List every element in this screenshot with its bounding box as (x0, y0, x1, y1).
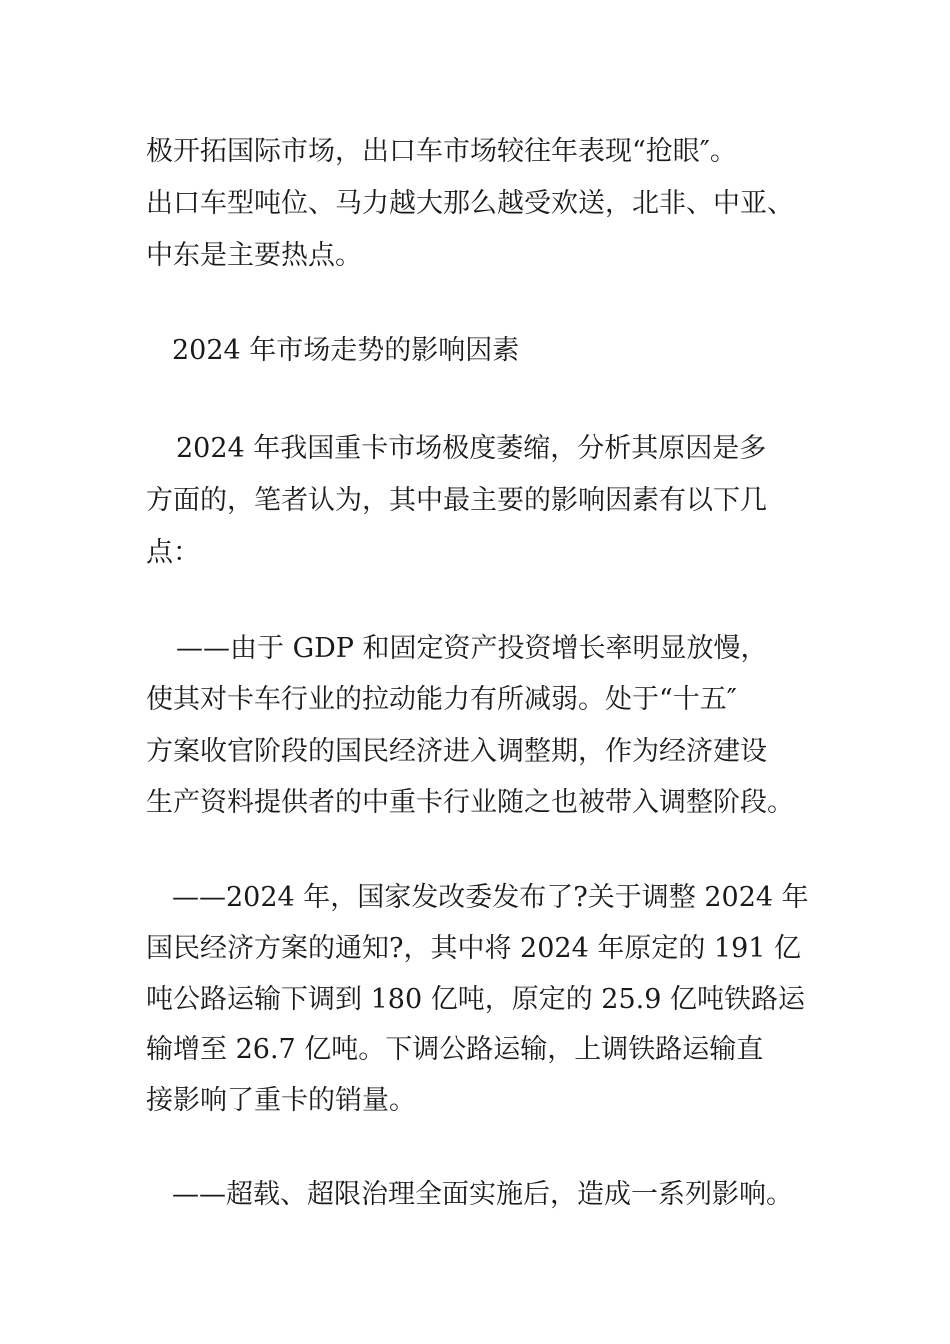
para2-line-2: 使其对卡车行业的拉动能力有所减弱。处于“十五″ (146, 684, 737, 715)
intro-line-3: 中东是主要热点。 (146, 240, 362, 271)
para3-line-2: 国民经济方案的通知?，其中将 2024 年原定的 191 亿 (146, 933, 802, 964)
para3-line-1: ——2024 年，国家发改委发布了?关于调整 2024 年 (172, 882, 809, 913)
para1-line-1: 2024 年我国重卡市场极度萎缩，分析其原因是多 (176, 433, 767, 464)
para2-line-3: 方案收官阶段的国民经济进入调整期，作为经济建设 (146, 736, 767, 767)
intro-line-2: 出口车型吨位、马力越大那么越受欢送，北非、中亚、 (146, 188, 794, 219)
section-heading: 2024 年市场走势的影响因素 (172, 335, 520, 366)
para1-line-3: 点： (146, 537, 200, 568)
para3-line-3: 吨公路运输下调到 180 亿吨，原定的 25.9 亿吨铁路运 (146, 984, 805, 1015)
intro-line-1: 极开拓国际市场，出口车市场较往年表现“抢眼″。 (146, 136, 737, 167)
para3-line-5: 接影响了重卡的销量。 (146, 1085, 416, 1116)
para3-line-4: 输增至 26.7 亿吨。下调公路运输，上调铁路运输直 (146, 1034, 764, 1065)
para1-line-2: 方面的，笔者认为，其中最主要的影响因素有以下几 (146, 485, 767, 516)
para4-line-1: ——超载、超限治理全面实施后，造成一系列影响。 (172, 1179, 793, 1210)
para2-line-1: ——由于 GDP 和固定资产投资增长率明显放慢， (176, 633, 768, 664)
para2-line-4: 生产资料提供者的中重卡行业随之也被带入调整阶段。 (146, 787, 794, 818)
